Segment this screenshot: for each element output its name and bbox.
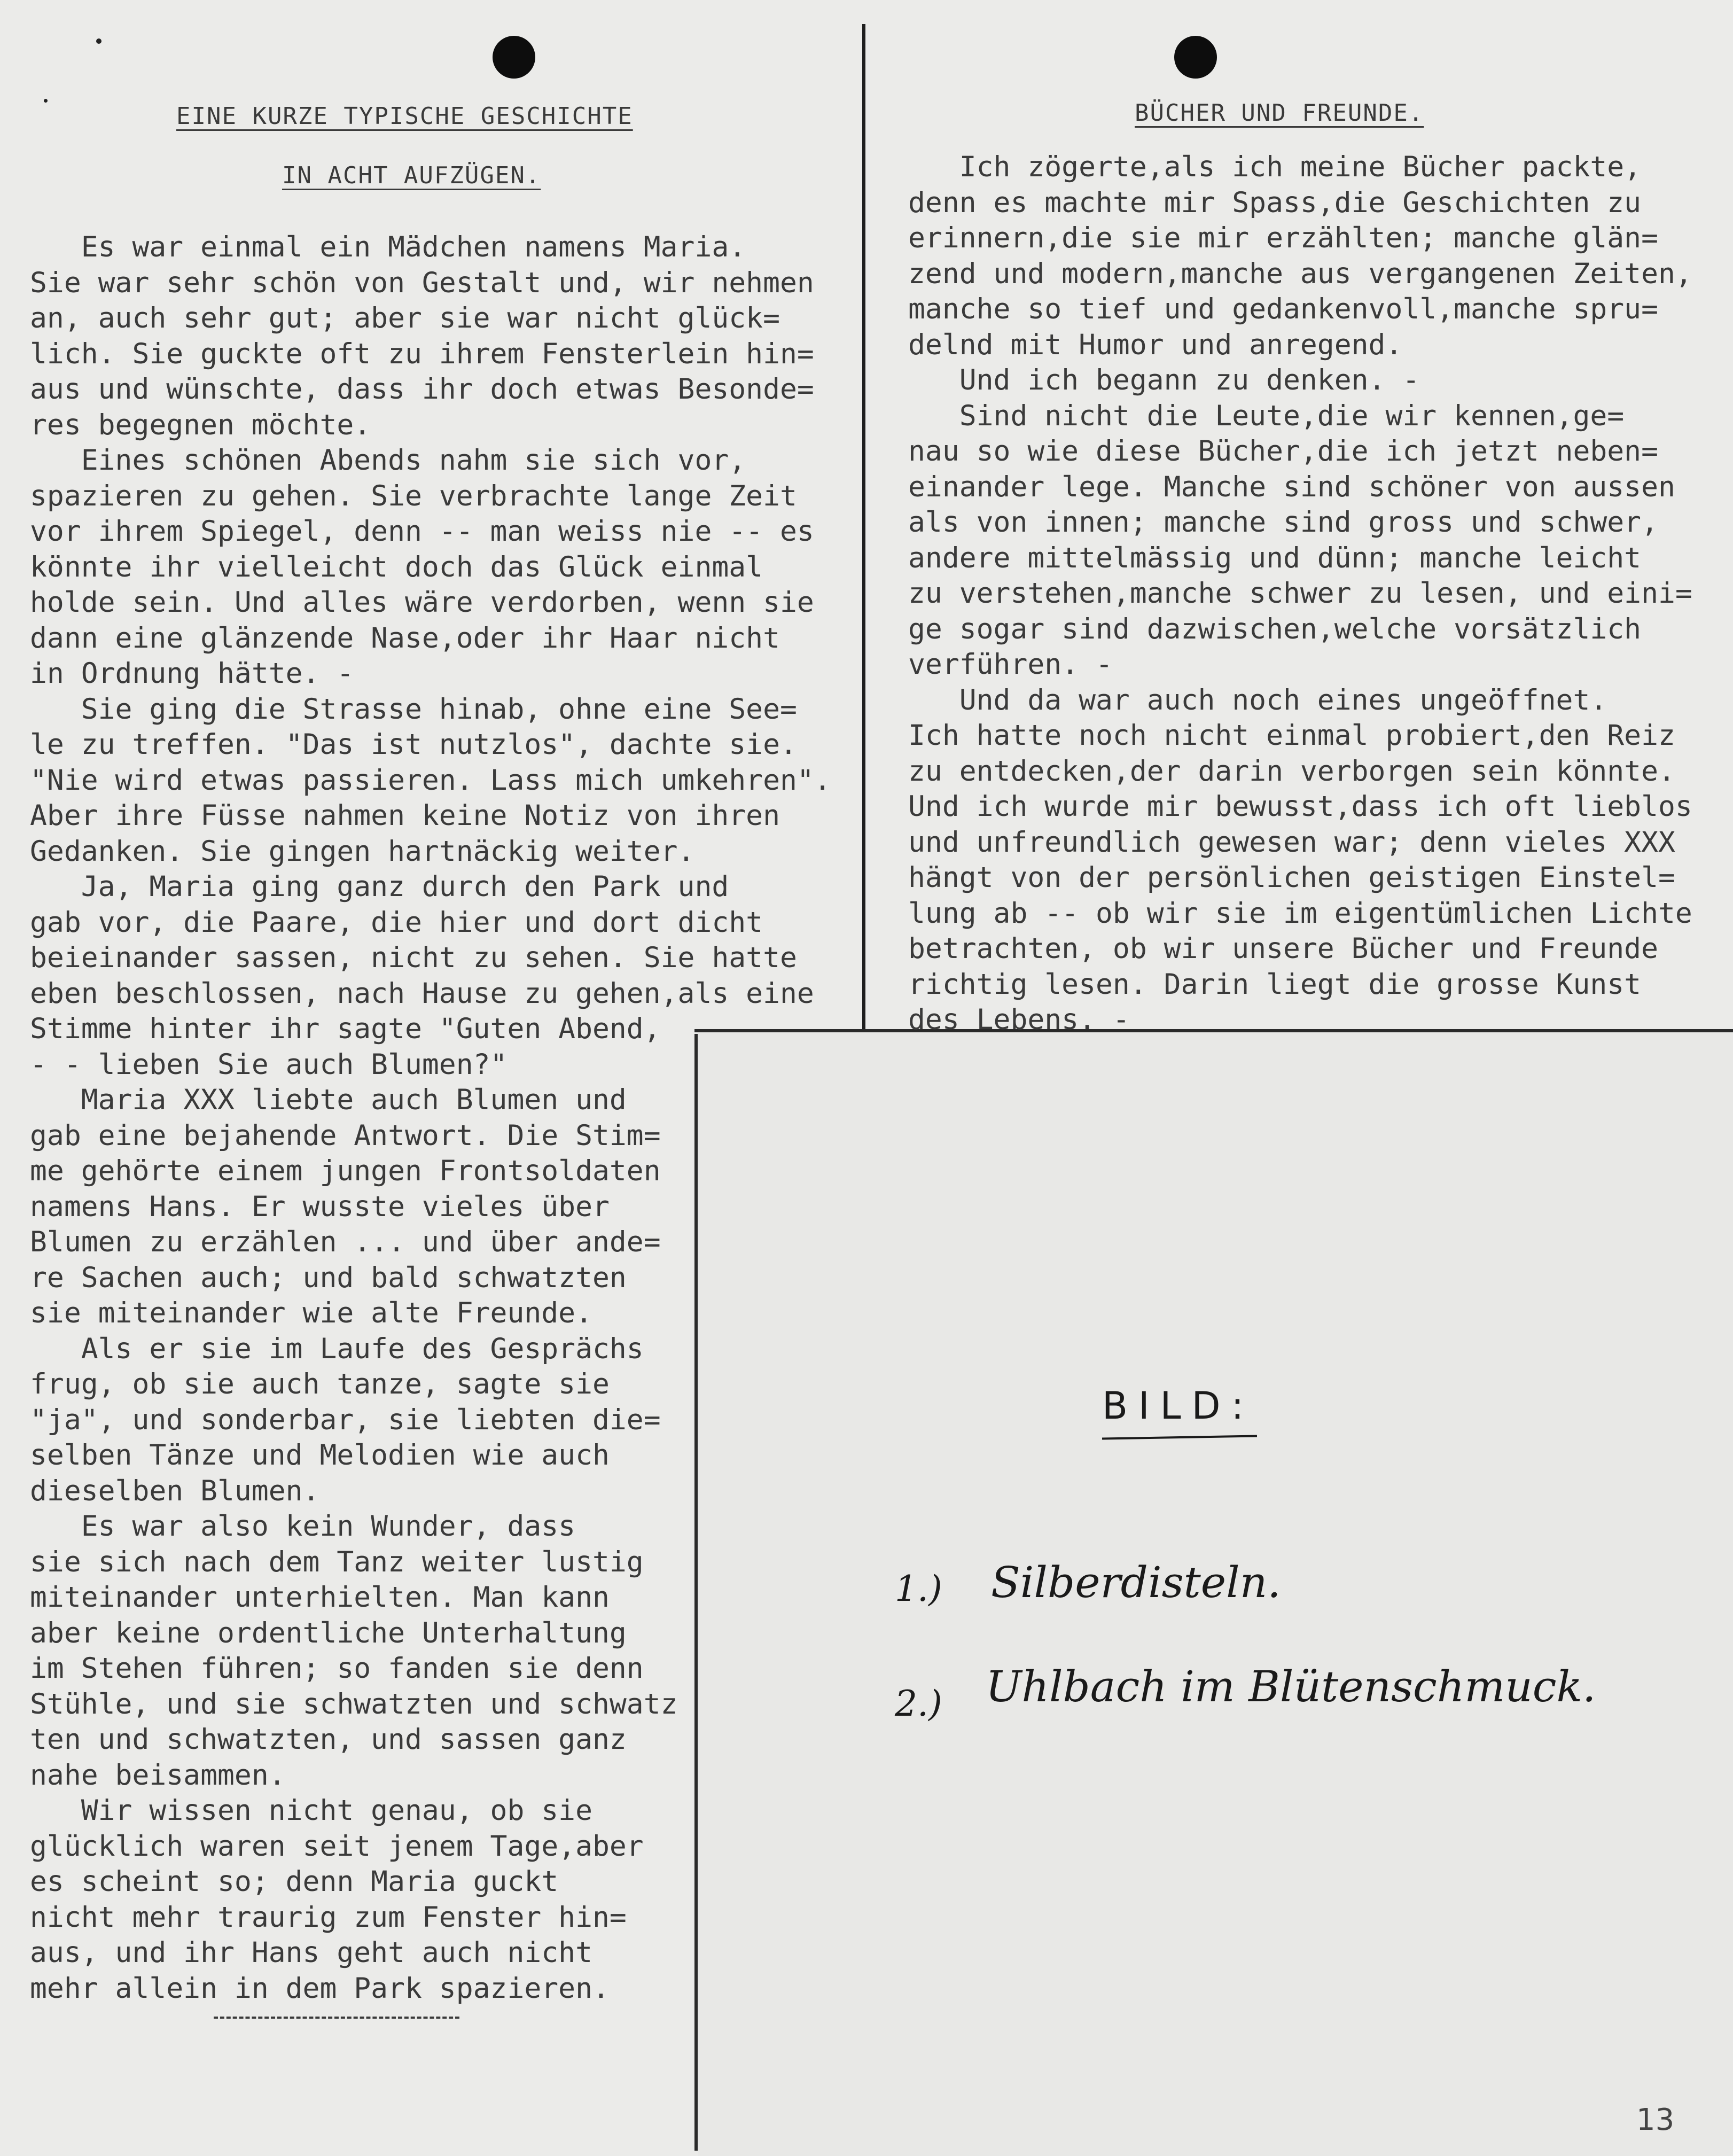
text-line: Ich zögerte,als ich meine Bücher packte, <box>908 151 1642 183</box>
text-line: namens Hans. Er wusste vieles über <box>30 1190 610 1223</box>
text-line: denn es machte mir Spass,die Geschichten zu <box>908 186 1642 219</box>
handwritten-item1-text: Silberdisteln. <box>991 1558 1281 1607</box>
right-article-title: BÜCHER UND FREUNDE. <box>1135 99 1424 127</box>
text-line: an, auch sehr gut; aber sie war nicht glück= <box>30 302 780 334</box>
text-line: Maria XXX liebte auch Blumen und <box>30 1084 627 1116</box>
text-line: einander lege. Manche sind schöner von aussen <box>908 470 1675 503</box>
text-line: eben beschlossen, nach Hause zu gehen,als eine <box>30 977 814 1010</box>
text-line: ten und schwatzten, und sassen ganz <box>30 1723 627 1756</box>
text-line: Sie ging die Strasse hinab, ohne eine See= <box>30 692 797 726</box>
handwritten-item2-text: Uhlbach im Blütenschmuck. <box>986 1662 1596 1711</box>
text-line: zend und modern,manche aus vergangenen Zeiten, <box>908 257 1692 290</box>
text-line: vor ihrem Spiegel, denn -- man weiss nie -- es <box>30 515 814 548</box>
text-line: Ich hatte noch nicht einmal probiert,den Reiz <box>908 719 1675 752</box>
text-line: "ja", und sonderbar, sie liebten die= <box>30 1403 661 1436</box>
text-line: mehr allein in dem Park spazieren. <box>30 1972 610 2005</box>
text-line: holde sein. Und alles wäre verdorben, wenn sie <box>30 586 814 619</box>
handwritten-heading: BILD: <box>1102 1384 1255 1428</box>
text-line: Eines schönen Abends nahm sie sich vor, <box>30 444 746 477</box>
left-article-subtitle: IN ACHT AUFZÜGEN. <box>282 162 541 189</box>
text-line: Stimme hinter ihr sagte "Guten Abend, <box>30 1013 661 1045</box>
text-line: selben Tänze und Melodien wie auch <box>30 1439 610 1472</box>
text-line: Es war einmal ein Mädchen namens Maria. <box>30 231 746 263</box>
text-line: könnte ihr vielleicht doch das Glück einmal <box>30 550 763 583</box>
text-line: Sie war sehr schön von Gestalt und, wir nehmen <box>30 266 814 299</box>
text-line: aber keine ordentliche Unterhaltung <box>30 1616 627 1649</box>
punch-hole-right <box>1174 36 1217 79</box>
text-line: zu entdecken,der darin verborgen sein könnte. <box>908 754 1675 788</box>
text-line: res begegnen möchte. <box>30 408 371 441</box>
text-line: verführen. - <box>908 648 1113 681</box>
text-line: Und ich wurde mir bewusst,dass ich oft lieblos <box>908 790 1692 823</box>
text-line: frug, ob sie auch tanze, sagte sie <box>30 1368 610 1400</box>
text-line: ge sogar sind dazwischen,welche vorsätzlich <box>908 612 1642 645</box>
text-line: beieinander sassen, nicht zu sehen. Sie hatte <box>30 941 797 974</box>
text-line: sie sich nach dem Tanz weiter lustig <box>30 1545 644 1578</box>
text-line: zu verstehen,manche schwer zu lesen, und eini= <box>908 577 1692 610</box>
text-line: und unfreundlich gewesen war; denn vieles XXX <box>908 826 1675 859</box>
left-article-title: EINE KURZE TYPISCHE GESCHICHTE <box>176 103 633 130</box>
text-line: Ja, Maria ging ganz durch den Park und <box>30 870 729 903</box>
text-line: nicht mehr traurig zum Fenster hin= <box>30 1901 627 1934</box>
text-line: Stühle, und sie schwatzten und schwatz <box>30 1687 678 1721</box>
text-line: dann eine glänzende Nase,oder ihr Haar nicht <box>30 621 780 655</box>
text-line: Es war also kein Wunder, dass <box>30 1510 576 1543</box>
text-line: me gehörte einem jungen Frontsoldaten <box>30 1155 661 1187</box>
text-line: richtig lesen. Darin liegt die grosse Kunst <box>908 968 1642 1001</box>
column-divider <box>862 24 865 1034</box>
text-line: Blumen zu erzählen ... und über ande= <box>30 1226 661 1258</box>
text-line: nahe beisammen. <box>30 1758 286 1792</box>
text-line: des Lebens. - <box>908 1003 1130 1036</box>
text-line: als von innen; manche sind gross und schwer, <box>908 506 1658 539</box>
text-line: nau so wie diese Bücher,die ich jetzt neben= <box>908 435 1658 468</box>
text-line: Als er sie im Laufe des Gesprächs <box>30 1332 644 1365</box>
text-line: Gedanken. Sie gingen hartnäckig weiter. <box>30 835 695 868</box>
text-line: Und ich begann zu denken. - <box>908 364 1420 396</box>
text-line: miteinander unterhielten. Man kann <box>30 1581 610 1614</box>
text-line: betrachten, ob wir unsere Bücher und Freunde <box>908 932 1658 965</box>
text-line: glücklich waren seit jenem Tage,aber <box>30 1830 644 1863</box>
text-line: sie miteinander wie alte Freunde. <box>30 1297 592 1329</box>
text-line: delnd mit Humor und anregend. <box>908 328 1403 361</box>
text-line: Wir wissen nicht genau, ob sie <box>30 1794 592 1827</box>
text-line: Aber ihre Füsse nahmen keine Notiz von ihren <box>30 799 780 832</box>
text-line: aus, und ihr Hans geht auch nicht <box>30 1936 592 1969</box>
paper-speck <box>44 99 48 103</box>
text-line: Sind nicht die Leute,die wir kennen,ge= <box>908 399 1625 432</box>
text-line: es scheint so; denn Maria guckt <box>30 1865 559 1898</box>
text-line: hängt von der persönlichen geistigen Einstel= <box>908 861 1675 894</box>
text-line: lung ab -- ob wir sie im eigentümlichen Lichte <box>908 897 1692 930</box>
left-article-body <box>30 230 831 2006</box>
text-line: aus und wünschte, dass ihr doch etwas Besonde= <box>30 373 814 406</box>
text-line: gab eine bejahende Antwort. Die Stim= <box>30 1119 661 1152</box>
text-line: le zu treffen. "Das ist nutzlos", dachte sie. <box>30 728 797 761</box>
text-line: re Sachen auch; und bald schwatzten <box>30 1261 627 1294</box>
text-line: spazieren zu gehen. Sie verbrachte lange Zeit <box>30 479 797 512</box>
text-line: lich. Sie guckte oft zu ihrem Fensterlein hin= <box>30 337 814 370</box>
text-line: in Ordnung hätte. - <box>30 657 354 690</box>
text-line: dieselben Blumen. <box>30 1474 320 1507</box>
right-article-body <box>908 150 1692 1038</box>
text-line: gab vor, die Paare, die hier und dort dicht <box>30 906 763 939</box>
punch-hole-left <box>493 36 535 79</box>
text-line: "Nie wird etwas passieren. Lass mich umkehren". <box>30 764 831 797</box>
text-line: - - lieben Sie auch Blumen?" <box>30 1048 508 1081</box>
handwritten-item1-number: 1.) <box>895 1568 942 1609</box>
text-line: andere mittelmässig und dünn; manche leicht <box>908 541 1642 574</box>
text-line: erinnern,die sie mir erzählten; manche glän= <box>908 222 1658 254</box>
handwritten-item2-number: 2.) <box>895 1683 942 1724</box>
end-rule <box>214 2017 459 2019</box>
text-line: manche so tief und gedankenvoll,manche spru= <box>908 293 1658 325</box>
paper-speck <box>96 38 102 44</box>
page-number: 13 <box>1636 2103 1675 2137</box>
text-line: im Stehen führen; so fanden sie denn <box>30 1652 644 1685</box>
text-line: Und da war auch noch eines ungeöffnet. <box>908 683 1607 717</box>
